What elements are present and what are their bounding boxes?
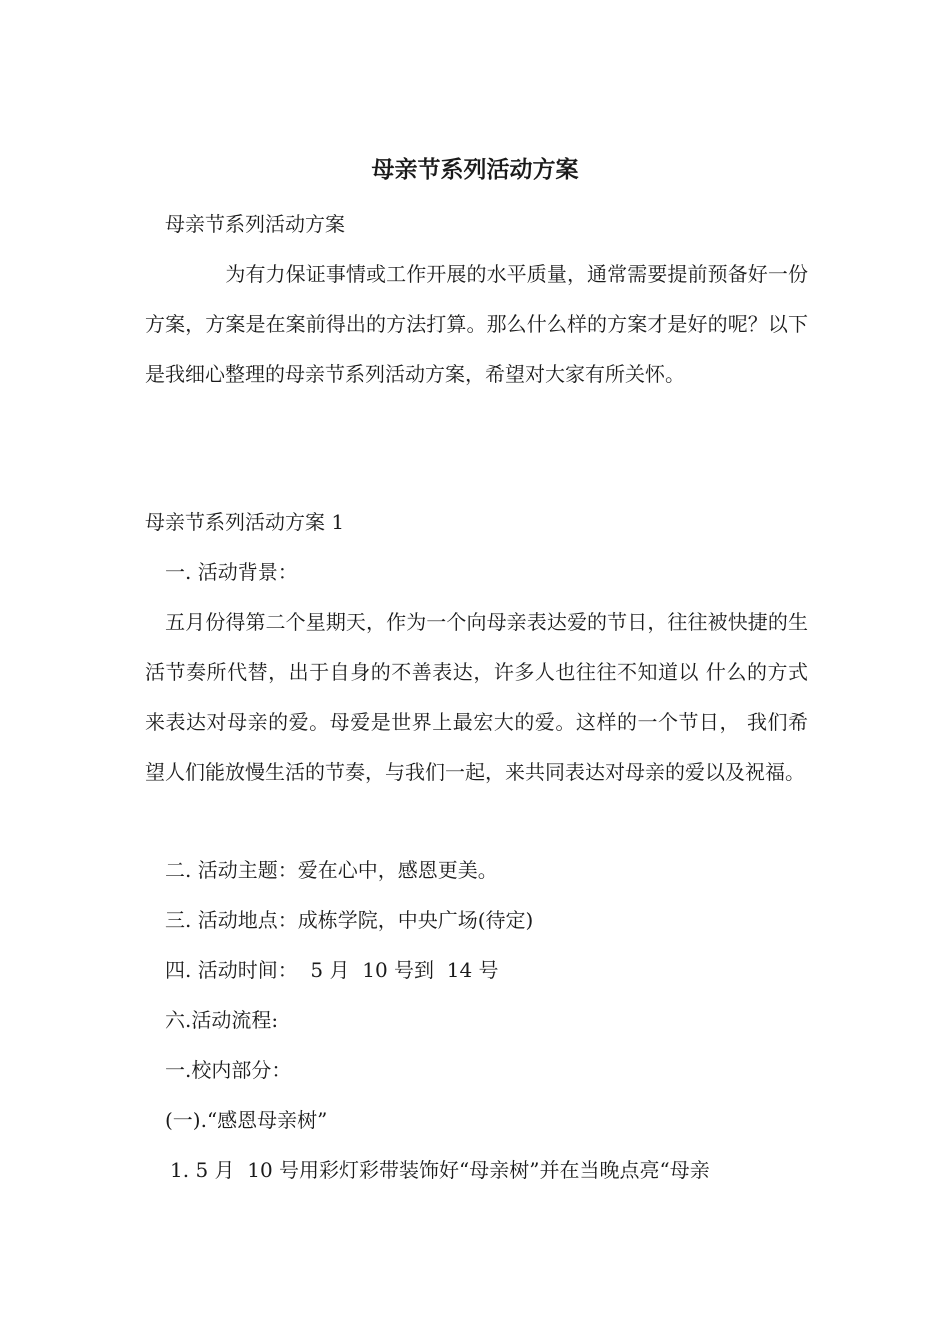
campus-part-heading: 一.校内部分：: [165, 1058, 292, 1082]
step-one-line: 1. 5 月 10 号用彩灯彩带装饰好“母亲树”并在当晚点亮“母亲: [170, 1158, 710, 1182]
location-line: 三. 活动地点：成栋学院，中央广场(待定): [165, 908, 534, 932]
time-line: 四. 活动时间： 5 月 10 号到 14 号: [165, 958, 499, 982]
process-heading: 六.活动流程:: [165, 1008, 279, 1032]
item-one-heading: (一).“感恩母亲树”: [165, 1108, 328, 1132]
theme-line: 二. 活动主题：爱在心中，感恩更美。: [165, 858, 498, 882]
document-title: 母亲节系列活动方案: [371, 157, 579, 183]
intro-paragraph: 为有力保证事情或工作开展的水平质量，通常需要提前预备好一份方案，方案是在案前得出的方法打算。那么什么样的方案才是好的呢？以下是我细心整理的母亲节系列活动方案，希望对大家有所关怀。: [145, 262, 808, 386]
section-heading: 母亲节系列活动方案 1: [145, 510, 345, 534]
background-heading: 一. 活动背景：: [165, 560, 298, 584]
document-subtitle: 母亲节系列活动方案: [165, 212, 345, 236]
background-paragraph: 五月份得第二个星期天，作为一个向母亲表达爱的节日，往往被快捷的生活节奏所代替，出于自身的不善表达，许多人也往往不知道以 什么的方式来表达对母亲的爱。母爱是世界上最宏大的爱。这样的一个节日， 我们希望人们能放慢生活的节奏，与我们一起，来共同表达对母亲的爱以及祝福。: [145, 610, 808, 784]
